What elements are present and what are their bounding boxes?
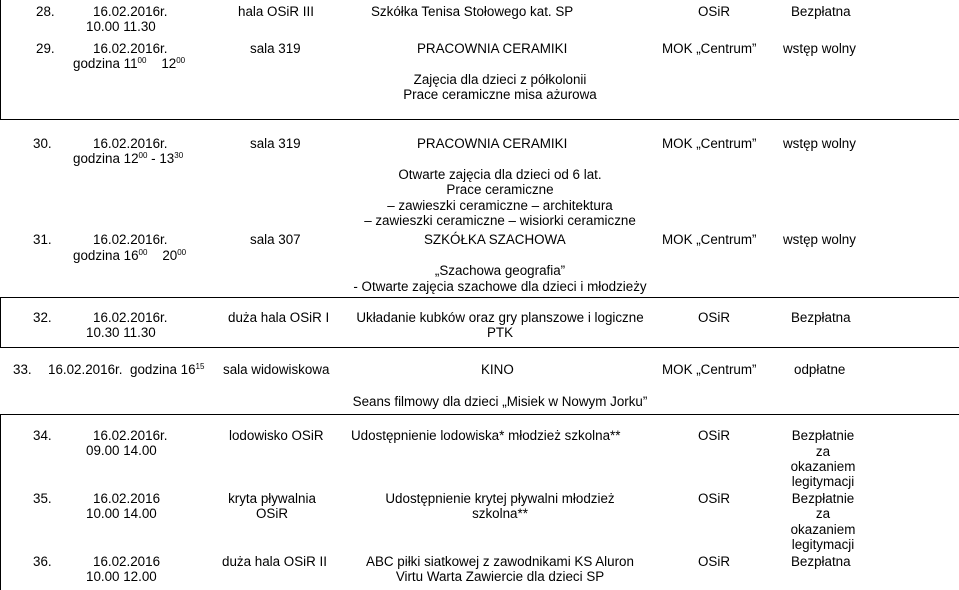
event-fee: Bezpłatna xyxy=(791,310,851,325)
event-title: Udostępnienie lodowiska* młodzież szkolna** xyxy=(351,428,621,443)
row-number: 30. xyxy=(33,136,52,151)
event-time: 09.00 14.00 xyxy=(86,443,157,458)
row-divider xyxy=(0,414,959,415)
event-fee: odpłatne xyxy=(794,362,846,377)
event-time: godzina $12^{00} - 13^{30}$ xyxy=(73,151,184,166)
event-fee: wstęp wolny xyxy=(783,232,856,247)
event-date: 16.02.2016r. xyxy=(93,136,168,151)
event-description: Seans filmowy dla dzieci „Misiek w Nowym Jorku” xyxy=(352,394,648,409)
event-organizer: MOK „Centrum” xyxy=(662,136,757,151)
event-fee: legitymacji xyxy=(791,537,855,552)
event-description: Zajęcia dla dzieci z półkolonii xyxy=(413,72,587,87)
event-time: godzina $16^{15}$ xyxy=(130,362,205,377)
event-fee: okazaniem xyxy=(790,522,856,537)
event-fee: za xyxy=(815,444,831,459)
event-place: sala 319 xyxy=(250,41,301,56)
event-title: Udostępnienie krytej pływalni młodzież xyxy=(385,491,615,506)
event-organizer: MOK „Centrum” xyxy=(662,232,757,247)
event-time: godzina $16^{00}$ $20^{00}$ xyxy=(73,248,187,263)
event-fee: Bezpłatnie xyxy=(791,428,855,443)
event-place: hala OSiR III xyxy=(238,4,314,19)
row-number: 36. xyxy=(33,554,52,569)
event-place: sala 307 xyxy=(250,232,301,247)
event-title: Szkółka Tenisa Stołowego kat. SP xyxy=(371,4,574,19)
event-description: – zawieszki ceramiczne – architektura xyxy=(387,198,613,213)
event-fee: wstęp wolny xyxy=(783,136,856,151)
event-time: 10.00 11.30 xyxy=(86,19,156,34)
event-date: 16.02.2016r. xyxy=(93,41,168,56)
event-date: 16.02.2016r. xyxy=(48,362,123,377)
event-title: szkolna** xyxy=(472,506,528,521)
column-divider xyxy=(0,0,1,120)
event-description: Prace ceramiczne xyxy=(446,182,554,197)
row-number: 31. xyxy=(33,232,52,247)
event-title: Virtu Warta Zawiercie dla dzieci SP xyxy=(395,569,605,584)
event-organizer: OSiR xyxy=(698,4,730,19)
event-title: PTK xyxy=(486,325,514,340)
event-fee: Bezpłatna xyxy=(791,4,851,19)
event-date: 16.02.2016r. xyxy=(93,4,168,19)
column-divider xyxy=(0,414,1,590)
event-title: KINO xyxy=(481,362,514,377)
event-title: ABC piłki siatkowej z zawodnikami KS Aluron xyxy=(366,554,634,569)
event-fee: wstęp wolny xyxy=(783,41,856,56)
event-description: „Szachowa geografia” xyxy=(434,263,566,278)
row-number: 35. xyxy=(33,491,52,506)
event-date: 16.02.2016 xyxy=(93,554,161,569)
event-place: duża hala OSiR I xyxy=(228,310,330,325)
event-time: 10.30 11.30 xyxy=(86,325,156,340)
event-organizer: OSiR xyxy=(698,310,730,325)
column-divider xyxy=(0,297,1,347)
event-place: sala 319 xyxy=(250,136,301,151)
event-fee: legitymacji xyxy=(791,474,855,489)
event-date: 16.02.2016r. xyxy=(93,232,168,247)
row-divider xyxy=(0,347,959,348)
event-fee: Bezpłatna xyxy=(791,554,851,569)
event-description: Otwarte zajęcia dla dzieci od 6 lat. xyxy=(398,167,602,182)
event-fee: za xyxy=(815,506,831,521)
event-time: 10.00 12.00 xyxy=(86,569,157,584)
row-number: 28. xyxy=(36,4,55,19)
event-place: sala widowiskowa xyxy=(223,362,330,377)
row-divider xyxy=(0,119,959,120)
event-place: lodowisko OSiR xyxy=(229,428,324,443)
event-organizer: MOK „Centrum” xyxy=(662,362,757,377)
event-place: OSiR xyxy=(256,506,288,521)
event-organizer: MOK „Centrum” xyxy=(662,41,757,56)
row-divider xyxy=(0,297,959,298)
event-title: SZKÓŁKA SZACHOWA xyxy=(424,232,566,247)
event-date: 16.02.2016 xyxy=(93,491,161,506)
event-date: 16.02.2016r. xyxy=(93,310,168,325)
event-title: Układanie kubków oraz gry planszowe i logiczne xyxy=(356,310,644,325)
row-number: 34. xyxy=(33,428,52,443)
row-number: 29. xyxy=(36,41,55,56)
event-fee: okazaniem xyxy=(790,459,856,474)
event-description: Prace ceramiczne misa ażurowa xyxy=(403,87,597,102)
event-title: PRACOWNIA CERAMIKI xyxy=(417,41,568,56)
event-title: PRACOWNIA CERAMIKI xyxy=(417,136,568,151)
event-date: 16.02.2016r. xyxy=(93,428,168,443)
event-organizer: OSiR xyxy=(698,491,730,506)
event-organizer: OSiR xyxy=(698,428,730,443)
event-fee: Bezpłatnie xyxy=(791,491,855,506)
row-number: 32. xyxy=(33,310,52,325)
row-number: 33. xyxy=(13,362,32,377)
event-description: - Otwarte zajęcia szachowe dla dzieci i młodzieży xyxy=(353,279,647,294)
event-place: duża hala OSiR II xyxy=(222,554,327,569)
event-description: – zawieszki ceramiczne – wisiorki ceramiczne xyxy=(364,213,636,228)
event-place: kryta pływalnia xyxy=(228,491,316,506)
event-organizer: OSiR xyxy=(698,554,730,569)
event-time: godzina $11^{00}$ $12^{00}$ xyxy=(73,56,186,71)
event-time: 10.00 14.00 xyxy=(86,506,157,521)
